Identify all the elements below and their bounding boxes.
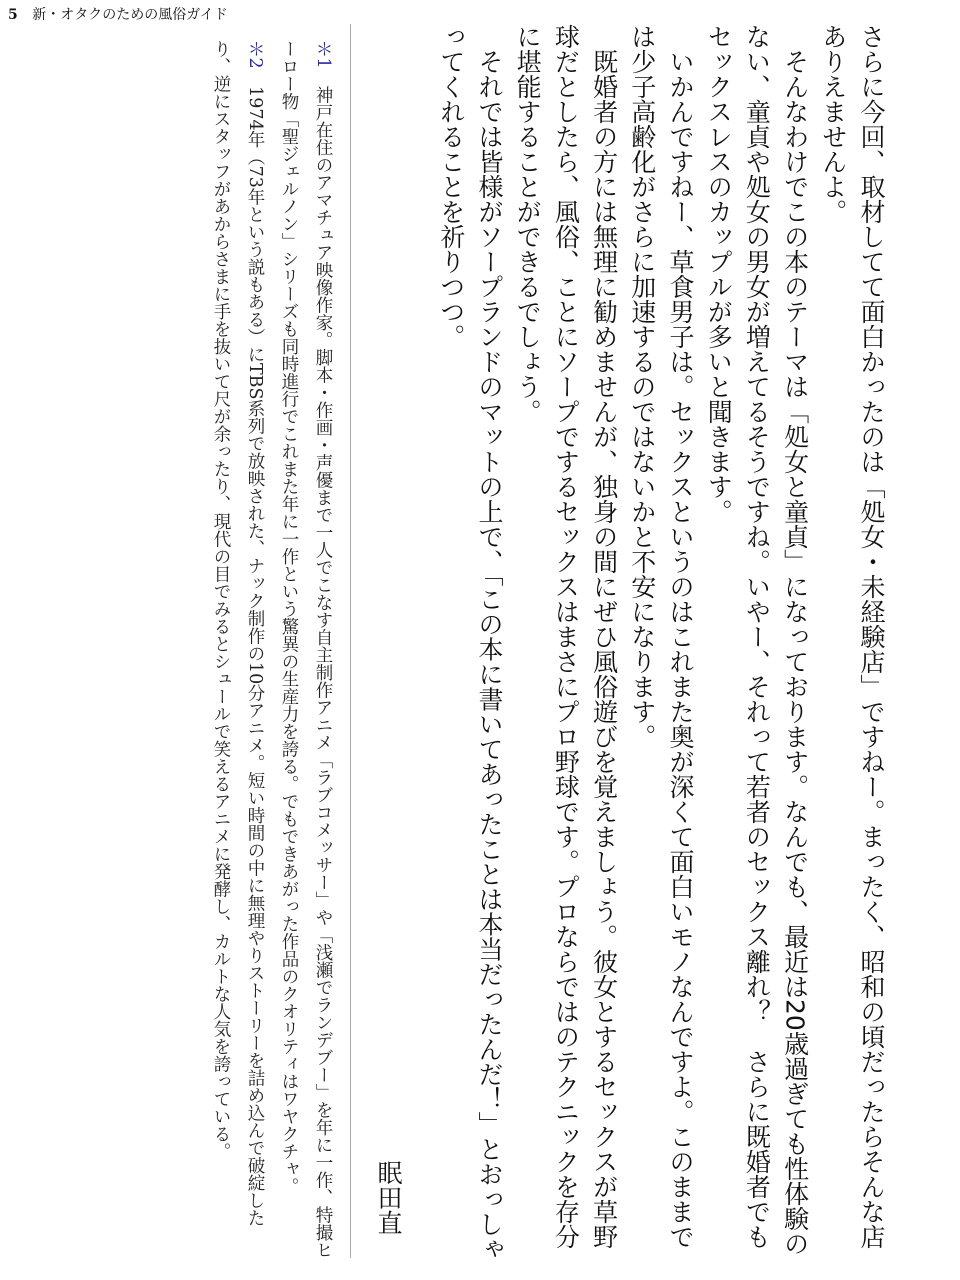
footnote-divider: [350, 24, 351, 1258]
footnote: [272, 40, 340, 1260]
footnote: [204, 40, 272, 1260]
body-paragraph: それでは皆様がソープランドのマットの上で、「この本に書いてあったことは本当だったんだ！」とおっしゃってくれることを祈りつつ。: [436, 24, 504, 1262]
footnotes: [110, 40, 340, 1260]
body-paragraph: 既婚者の方には無理に勧めませんが、独身の間にぜひ風俗遊びを覚えましょう。彼女とするセックスが草野球だとしたら、風俗、ことにソープでするセックスはまさにプロ野球です。プロならではのテクニックを存分に堪能することができるでしょう。: [513, 24, 619, 1249]
running-title: 新・オタクのための風俗ガイド: [32, 7, 228, 23]
footnote-mark: ＊1: [313, 40, 333, 69]
body-paragraph: さらに今回、取材してて面白かったのは「処女・未経験店」ですねー。まったく、昭和の頃だったらそんな店ありえませんよ。: [818, 24, 886, 1249]
footnote-text: 神戸在住のアマチュア映像作家。脚本・作画・声優まで一人でこなす自主制作アニメ「ラブコメッサー」や「浅瀬でランデブー」を年に一作、特撮ヒーロー物「聖ジェルノン」シリーズも同時進行でこれまた年に一作という驚異の生産力を誇る。でもできあがった作品のクオリティはワヤクチャ。: [279, 40, 333, 1259]
body-paragraph: そんなわけでこの本のテーマは「処女と童貞」になっております。なんでも、最近は20歳過ぎても性体験のない、童貞や処女の男女が増えてるそうですね。いやー、それって若者のセックス離れ？ さらに既婚者でもセックスレスのカップルが多いと聞きます。: [704, 24, 810, 1256]
body-paragraph: いかんですねー、草食男子は。セックスというのはこれまた奥が深くて面白いモノなんですよ。このままでは少子高齢化がさらに加速するのではないかと不安になります。: [627, 24, 695, 1249]
page-number: 5: [8, 7, 18, 23]
footnote-mark: ＊2: [245, 40, 265, 69]
main-text: [410, 24, 890, 1264]
running-header: [8, 4, 228, 24]
footnote-text: 1974年（73年という説もある）にTBS系列で放映された、ナック制作の10分アニメ。短い時間の中に無理やりストーリーを詰め込んで破綻したり、逆にスタッフがあからさまに手を抜いて尺が余ったり、現代の目でみるとシュールで笑えるアニメに発酵し、カルトな人気を誇っている。: [211, 40, 265, 1227]
author-signature: 眠田直: [374, 1160, 403, 1235]
